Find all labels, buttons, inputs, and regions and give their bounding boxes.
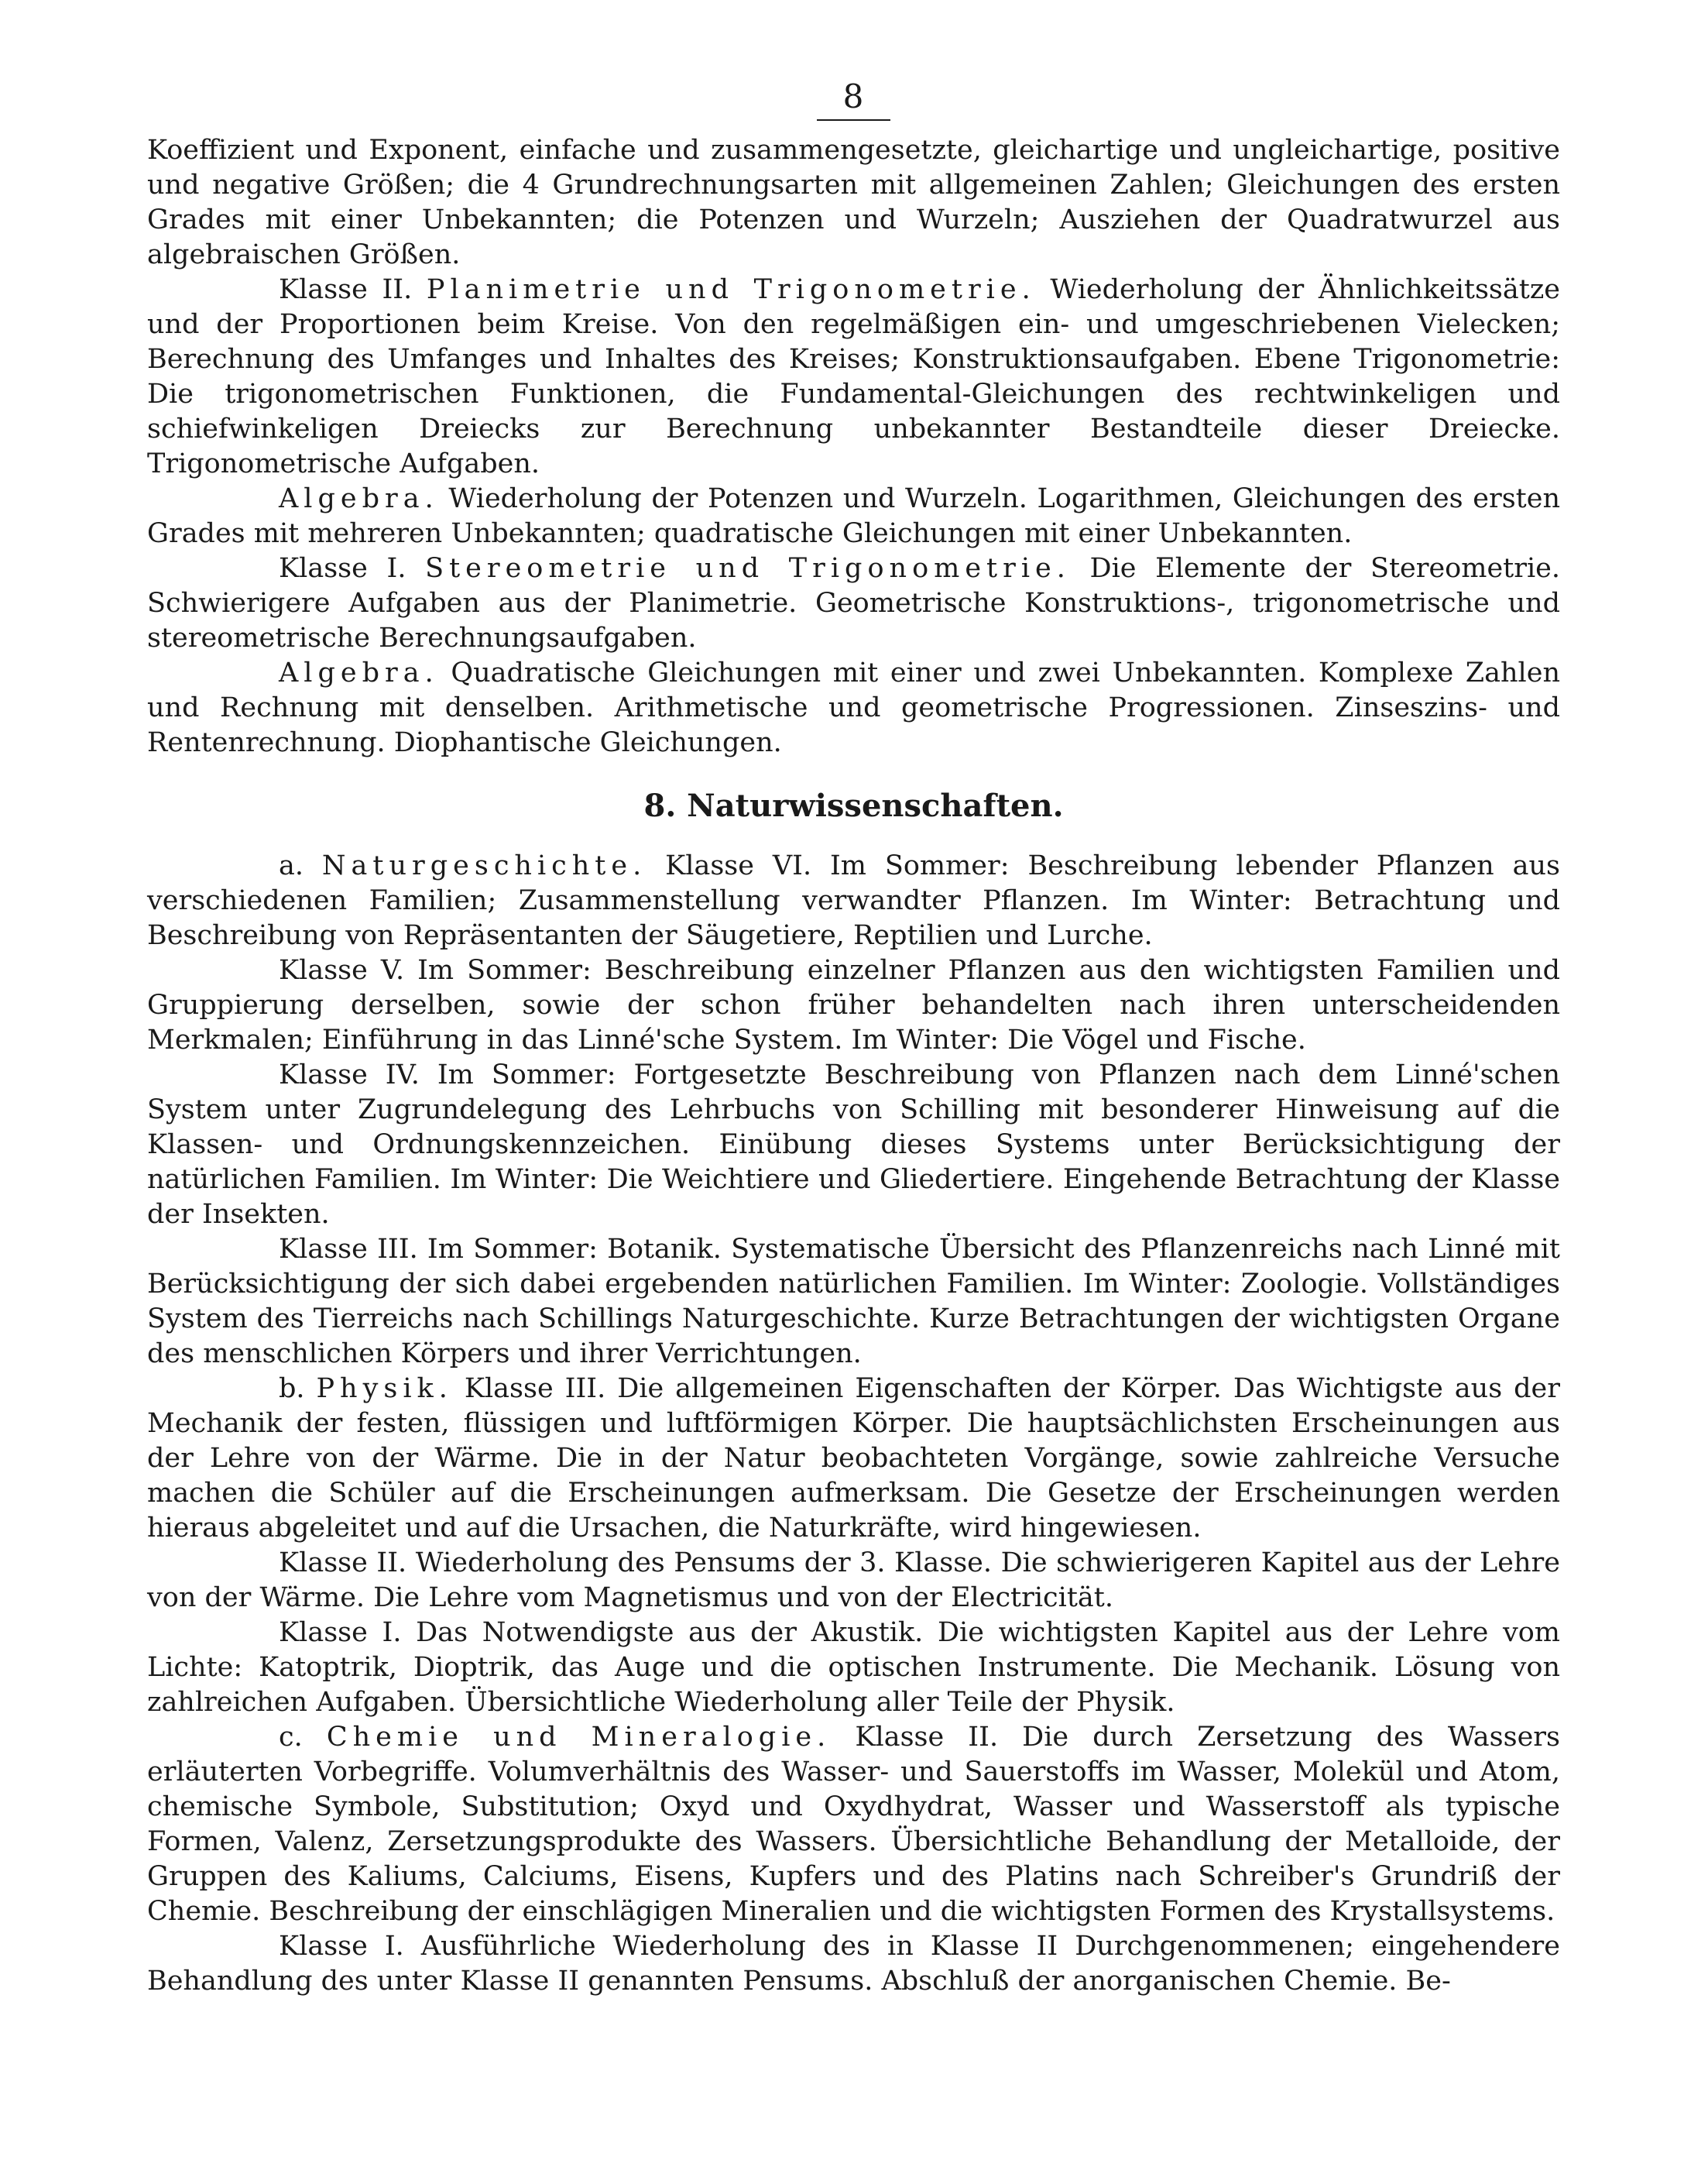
subject-title: Algebra. <box>279 658 439 689</box>
section-heading: 8. Naturwissenschaften. <box>643 788 1064 824</box>
paragraph-physik-klasse-3 <box>147 1372 1560 1546</box>
document-page <box>147 77 1560 1999</box>
paragraph-chemie-klasse-1: Klasse I. Ausführliche Wiederholung des in Klasse II Durchgenommenen; eingehendere Behandlung des unter Klasse II genannten Pensums. Abschluß der anorganischen Chemie. Be- <box>147 1931 1560 1997</box>
subject-title: Algebra. <box>279 483 439 514</box>
paragraph-text: Wiederholung der Ähnlichkeitssätze und der Proportionen beim Kreise. Von den regelmäßigen ein- und umgeschriebenen Vielecken; Berechnung des Umfanges und Inhaltes des Kreises; Konstruktionsaufgaben. Ebene Trigonometrie: Die trigonometrischen Funktionen, die Fundamental-Gleichungen des rechtwinkeligen und schiefwinkeligen Dreiecks zur Berechnung unbekannter Bestandteile dieser Dreiecke. Trigonometrische Aufgaben. <box>147 274 1560 479</box>
class-label: Klasse II. <box>279 274 413 305</box>
subject-title: Planimetrie und Trigonometrie. <box>426 274 1036 305</box>
paragraph-klasse-1-algebra <box>147 656 1560 761</box>
subject-title: Naturgeschichte. <box>321 850 647 881</box>
subject-title: Stereometrie und Trigonometrie. <box>425 553 1071 584</box>
item-marker: c. <box>279 1722 303 1753</box>
paragraph-naturgeschichte-klasse-5: Klasse V. Im Sommer: Beschreibung einzelner Pflanzen aus den wichtigsten Familien und Gruppierung derselben, sowie der schon früher behandelten nach ihren unterscheidenden Merkmalen; Einführung in das Linné'sche System. Im Winter: Die Vögel und Fische. <box>147 955 1560 1056</box>
paragraph-physik-klasse-1: Klasse I. Das Notwendigste aus der Akustik. Die wichtigsten Kapitel aus der Lehre vom Lichte: Katoptrik, Dioptrik, das Auge und die optischen Instrumente. Die Mechanik. Lösung von zahlreichen Aufgaben. Übersichtliche Wiederholung aller Teile der Physik. <box>147 1617 1560 1718</box>
paragraph-chemie-klasse-2 <box>147 1720 1560 1929</box>
paragraph-klasse-2-planimetrie <box>147 273 1560 482</box>
paragraph-text: Klasse II. Die durch Zersetzung des Wassers erläuterten Vorbegriffe. Volumverhältnis des Wasser- und Sauerstoffs im Wasser, Molekül und Atom, chemische Symbole, Substitution; Oxyd und Oxydhydrat, Wasser und Wasserstoff als typische Formen, Valenz, Zersetzungsprodukte des Wassers. Übersichtliche Behandlung der Metalloide, der Gruppen des Kaliums, Calciums, Eisens, Kupfers und des Platins nach Schreiber's Grundriß der Chemie. Beschreibung der einschlägigen Mineralien und die wichtigsten Formen des Krystallsystems. <box>147 1722 1560 1927</box>
paragraph-text: Die Elemente der Stereometrie. Schwierigere Aufgaben aus der Planimetrie. Geometrische Konstruktions-, trigonometrische und stereometrische Berechnungsaufgaben. <box>147 553 1560 654</box>
item-marker: b. <box>279 1373 305 1404</box>
subject-title: Chemie und Mineralogie. <box>326 1722 832 1753</box>
paragraph-text: Klasse III. Die allgemeinen Eigenschaften der Körper. Das Wichtigste aus der Mechanik der festen, flüssigen und luftförmigen Körper. Die hauptsächlichsten Erscheinungen aus der Lehre von der Wärme. Die in der Natur beobachteten Vorgänge, sowie zahlreiche Versuche machen die Schüler auf die Erscheinungen aufmerksam. Die Gesetze der Erscheinungen werden hieraus abgeleitet und auf die Ursachen, die Naturkräfte, wird hingewiesen. <box>147 1373 1560 1544</box>
paragraph-naturgeschichte-klasse-3: Klasse III. Im Sommer: Botanik. Systematische Übersicht des Pflanzenreichs nach Linné mit Berücksichtigung der sich dabei ergebenden natürlichen Familien. Im Winter: Zoologie. Vollständiges System des Tierreichs nach Schillings Naturgeschichte. Kurze Betrachtungen der wichtigsten Organe des menschlichen Körpers und ihrer Verrichtungen. <box>147 1234 1560 1369</box>
paragraph-naturgeschichte-klasse-6 <box>147 849 1560 953</box>
paragraph-klasse-2-algebra <box>147 482 1560 551</box>
paragraph-text: Wiederholung der Potenzen und Wurzeln. Logarithmen, Gleichungen des ersten Grades mit mehreren Unbekannten; quadratische Gleichungen mit einer Unbekannten. <box>147 483 1560 549</box>
item-marker: a. <box>279 850 304 881</box>
page-number: 8 <box>147 77 1560 121</box>
paragraph-naturgeschichte-klasse-4: Klasse IV. Im Sommer: Fortgesetzte Beschreibung von Pflanzen nach dem Linné'schen System unter Zugrundelegung des Lehrbuchs von Schilling mit besonderer Hinweisung auf die Klassen- und Ordnungskennzeichen. Einübung dieses Systems unter Berücksichtigung der natürlichen Familien. Im Winter: Die Weichtiere und Gliedertiere. Eingehende Betrachtung der Klasse der Insekten. <box>147 1059 1560 1230</box>
subject-title: Physik. <box>316 1373 453 1404</box>
class-label: Klasse I. <box>279 553 406 584</box>
paragraph-text: Quadratische Gleichungen mit einer und zwei Unbekannten. Komplexe Zahlen und Rechnung mit denselben. Arithmetische und geometrische Progressionen. Zinseszins- und Rentenrechnung. Diophantische Gleichungen. <box>147 658 1560 758</box>
paragraph-algebra-intro: Koeffizient und Exponent, einfache und zusammengesetzte, gleichartige und ungleichartige, positive und negative Größen; die 4 Grundrechnungsarten mit allgemeinen Zahlen; Gleichungen des ersten Grades mit einer Unbekannten; die Potenzen und Wurzeln; Ausziehen der Quadratwurzel aus algebraischen Größen. <box>147 135 1560 270</box>
paragraph-text: Klasse VI. Im Sommer: Beschreibung lebender Pflanzen aus verschiedenen Familien; Zusammenstellung verwandter Pflanzen. Im Winter: Betrachtung und Beschreibung von Repräsentanten der Säugetiere, Reptilien und Lurche. <box>147 850 1560 951</box>
paragraph-klasse-1-stereometrie <box>147 551 1560 656</box>
paragraph-physik-klasse-2: Klasse II. Wiederholung des Pensums der 3. Klasse. Die schwierigeren Kapitel aus der Lehre von der Wärme. Die Lehre vom Magnetismus und von der Electricität. <box>147 1547 1560 1613</box>
